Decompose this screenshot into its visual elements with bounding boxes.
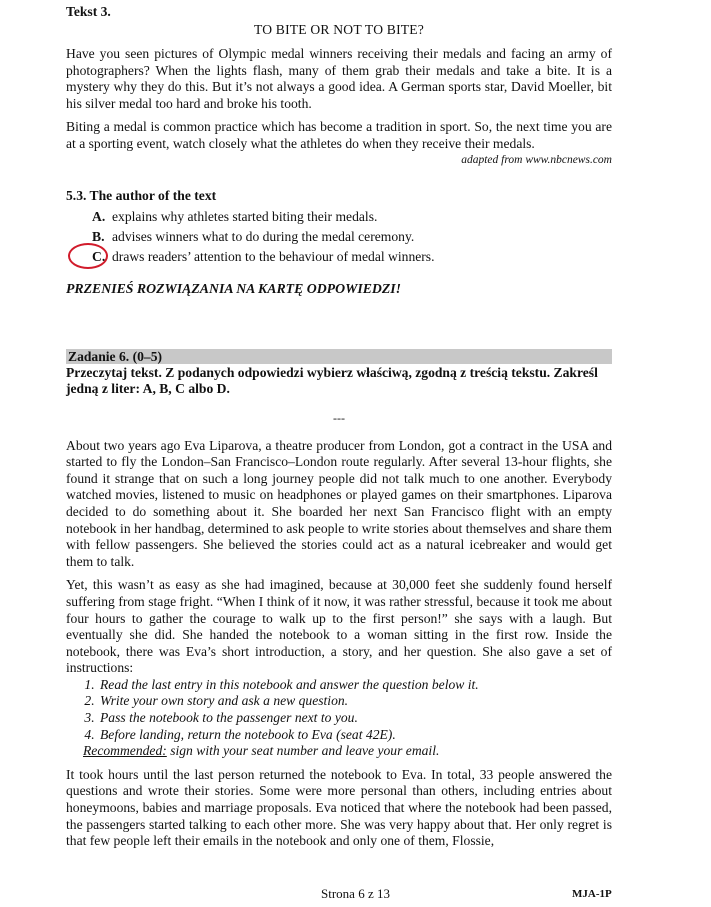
text3-title: TO BITE OR NOT TO BITE? [253,22,425,37]
option-c[interactable] [92,247,612,267]
option-letter: C. [92,248,106,264]
instruction-item: 4. Before landing, return the notebook to Eva (seat 42E). [98,727,612,744]
answer-circle-mark [68,243,108,269]
text3-label: Tekst 3. [66,4,111,19]
recommended-line [66,743,612,760]
recommended-text: sign with your seat number and leave your email. [166,743,440,759]
transfer-instruction: PRZENIEŚ ROZWIĄZANIA NA KARTĘ ODPOWIEDZI! [66,280,402,296]
text3-source: adapted from www.nbcnews.com [461,153,612,166]
option-letter: B. [92,228,105,244]
instructions-list [66,677,612,743]
option-b[interactable] [92,227,612,247]
exam-code: MJA-1P [572,888,612,900]
separator: --- [333,410,345,425]
option-text: explains why athletes started biting their medals. [112,208,378,224]
option-letter: A. [92,208,106,224]
task-6-header: Zadanie 6. (0–5) [66,349,612,364]
page-number: Strona 6 z 13 [321,886,390,901]
option-text: draws readers’ attention to the behaviour of medal winners. [112,248,435,264]
question-5-3-stem: 5.3. The author of the text [66,187,217,203]
exam-page [66,2,612,850]
task-6-instruction: Przeczytaj tekst. Z podanych odpowiedzi wybierz właściwą, zgodną z treścią tekstu. Zakreśl jedną z liter: A, B, C albo D. [66,364,598,396]
option-text: advises winners what to do during the medal ceremony. [112,228,415,244]
text3-paragraph-1: Have you seen pictures of Olympic medal winners receiving their medals and facing an army of photographers? When the lights flash, many of them grab their medals and take a bite. It is a mystery why they do this. But it’s not always a good idea. A German sports star, David Moeller, bit his silver medal too hard and broke his tooth. [66,46,612,111]
text3-paragraph-2: Biting a medal is common practice which has become a tradition in sport. So, the next time you are at a sporting event, watch closely what the athletes do when they receive their medals. [66,119,612,151]
task6-paragraph-3: It took hours until the last person returned the notebook to Eva. In total, 33 people answered the questions and wrote their stories. Some were more personal than others, including entries about honeymoons, babies and marriage proposals. Eva noticed that where the notebook had been passed, the passengers started talking to each other more. She was very happy about that. Her only regret is that few people left their emails in the notebook and only one of them, Flossie, [66,766,612,849]
instruction-item: 2. Write your own story and ask a new question. [98,693,612,710]
question-5-3-options [92,207,612,267]
task6-paragraph-1: About two years ago Eva Liparova, a theatre producer from London, got a contract in the USA and started to fly the London–San Francisco–London route regularly. After several 13-hour flights, she found it strange that on such a long journey people did not talk much to one another. Everybody watched movies, listened to music on headphones or played games on their smartphones. Liparova decided to do something about it. She boarded her next San Francisco flight with an empty notebook in her handbag, determined to ask people to write stories about themselves and share them with fellow passengers. She believed the stories could act as a natural icebreaker and would get them to talk. [66,437,612,569]
instruction-item: 1. Read the last entry in this notebook and answer the question below it. [98,677,612,694]
instruction-item: 3. Pass the notebook to the passenger next to you. [98,710,612,727]
task6-paragraph-2: Yet, this wasn’t as easy as she had imagined, because at 30,000 feet she suddenly found herself suffering from stage fright. “When I think of it now, it was rather stressful, because it took me about four hours to gather the courage to walk up to the first person!” she says with a laugh. But eventually she did. She handed the notebook to a woman sitting in the first row. Inside the notebook, there was Eva’s short introduction, a story, and her question. She also gave a set of instructions: [66,577,612,676]
option-a[interactable] [92,207,612,227]
recommended-label: Recommended: [83,743,167,759]
